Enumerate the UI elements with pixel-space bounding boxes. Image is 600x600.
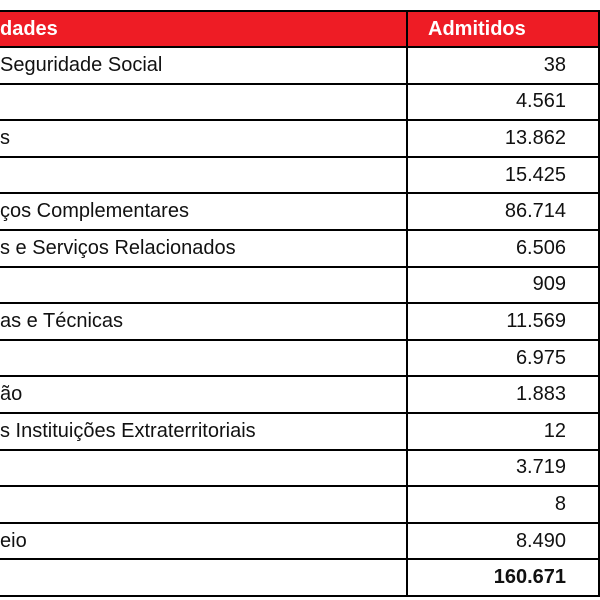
table-row — [0, 486, 599, 523]
table-row — [0, 230, 599, 267]
row-value: 909 — [407, 267, 599, 304]
table-row — [0, 47, 599, 84]
table-row — [0, 267, 599, 304]
row-value: 6.975 — [407, 340, 599, 377]
header-admitted: Admitidos — [407, 11, 599, 47]
row-label: s — [0, 120, 407, 157]
table-row — [0, 340, 599, 377]
row-value: 4.561 — [407, 84, 599, 121]
row-label — [0, 267, 407, 304]
table-row — [0, 84, 599, 121]
total-row — [0, 559, 599, 596]
total-label — [0, 559, 407, 596]
row-value: 1.883 — [407, 376, 599, 413]
row-label: Seguridade Social — [0, 47, 407, 84]
row-value: 38 — [407, 47, 599, 84]
employment-table — [0, 10, 600, 597]
row-label — [0, 450, 407, 487]
row-value: 11.569 — [407, 303, 599, 340]
row-label: ão — [0, 376, 407, 413]
table-header-row — [0, 11, 599, 47]
table-row — [0, 450, 599, 487]
row-value: 3.719 — [407, 450, 599, 487]
row-label: as e Técnicas — [0, 303, 407, 340]
table-row — [0, 413, 599, 450]
row-value: 8.490 — [407, 523, 599, 560]
row-label: s e Serviços Relacionados — [0, 230, 407, 267]
row-value: 6.506 — [407, 230, 599, 267]
table-row — [0, 376, 599, 413]
row-value: 86.714 — [407, 193, 599, 230]
table-row — [0, 303, 599, 340]
row-label — [0, 84, 407, 121]
row-label — [0, 340, 407, 377]
table-row — [0, 120, 599, 157]
row-label — [0, 486, 407, 523]
row-label: eio — [0, 523, 407, 560]
header-activities: dades — [0, 11, 407, 47]
row-label: ços Complementares — [0, 193, 407, 230]
table-row — [0, 193, 599, 230]
row-value: 12 — [407, 413, 599, 450]
total-value: 160.671 — [407, 559, 599, 596]
table-row — [0, 157, 599, 194]
row-value: 15.425 — [407, 157, 599, 194]
employment-table-container — [0, 10, 598, 597]
row-label: s Instituições Extraterritoriais — [0, 413, 407, 450]
row-value: 13.862 — [407, 120, 599, 157]
row-label — [0, 157, 407, 194]
table-row — [0, 523, 599, 560]
row-value: 8 — [407, 486, 599, 523]
